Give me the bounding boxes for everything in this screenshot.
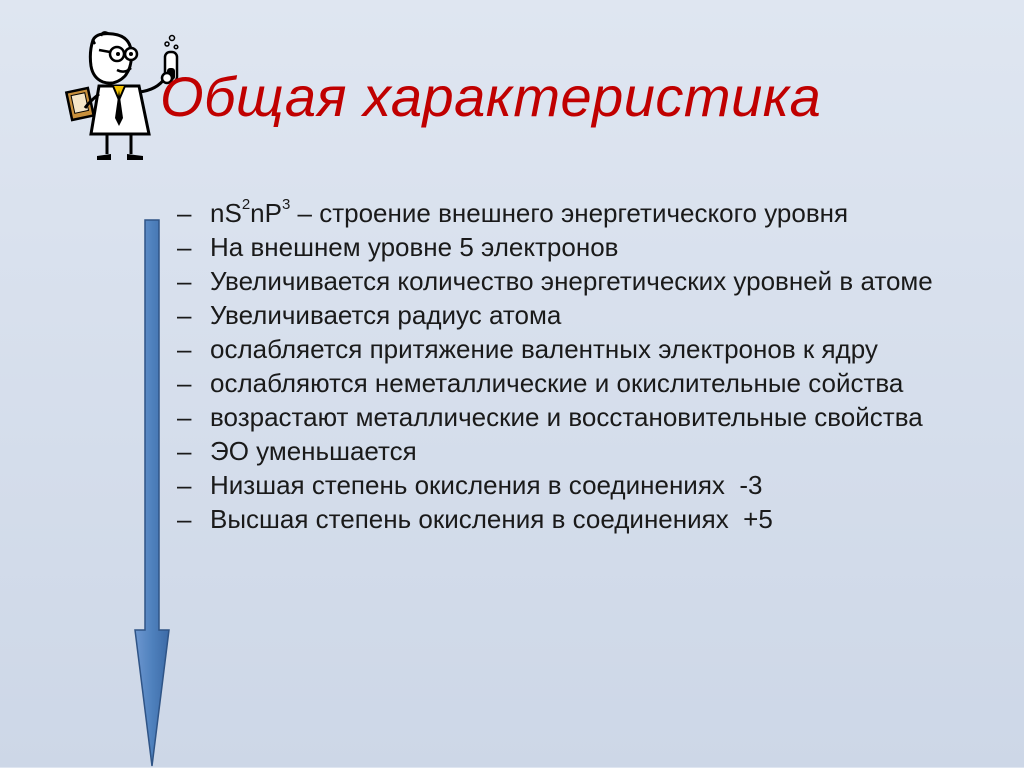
- list-item: [177, 302, 977, 328]
- down-arrow-icon: [132, 218, 172, 768]
- bullet-dash: –: [177, 368, 192, 398]
- bullet-dash: –: [177, 300, 192, 330]
- list-item: [177, 234, 977, 260]
- list-item-text: Увеличивается количество энергетических уровней в атоме: [210, 266, 933, 296]
- bullet-dash: –: [177, 470, 192, 500]
- list-item-text: Низшая степень окисления в соединениях -3: [210, 470, 763, 500]
- list-item-text: возрастают металлические и восстановительные свойства: [210, 402, 923, 432]
- formula-superscript: 3: [281, 196, 291, 214]
- list-item-text: На внешнем уровне 5 электронов: [210, 232, 619, 262]
- list-item: [177, 438, 977, 464]
- page-title: Общая характеристика: [160, 65, 822, 128]
- list-item-text: ЭО уменьшается: [210, 436, 417, 466]
- list-item-text: – строение внешнего энергетического уровня: [290, 198, 849, 228]
- bullet-dash: –: [177, 504, 192, 534]
- list-item: [177, 404, 977, 430]
- formula-superscript: 2: [241, 196, 251, 214]
- list-item-text: Высшая степень окисления в соединениях +5: [210, 504, 773, 534]
- list-item: [177, 472, 977, 498]
- formula-prefix: nS: [210, 198, 242, 228]
- list-item: [177, 506, 977, 532]
- bullet-dash: –: [177, 232, 192, 262]
- list-item: [177, 336, 977, 362]
- formula-mid: nP: [250, 198, 282, 228]
- bullet-dash: –: [177, 402, 192, 432]
- list-item: [177, 268, 977, 294]
- list-item-text: ослабляются неметаллические и окислительные сойства: [210, 368, 904, 398]
- list-item-text: Увеличивается радиус атома: [210, 300, 562, 330]
- bullet-dash: –: [177, 198, 192, 228]
- list-item-text: ослабляется притяжение валентных электронов к ядру: [210, 334, 878, 364]
- bullet-dash: –: [177, 334, 192, 364]
- characteristics-list: [177, 196, 977, 540]
- list-item: [177, 196, 977, 228]
- bullet-dash: –: [177, 436, 192, 466]
- bullet-dash: –: [177, 266, 192, 296]
- list-item: [177, 370, 977, 396]
